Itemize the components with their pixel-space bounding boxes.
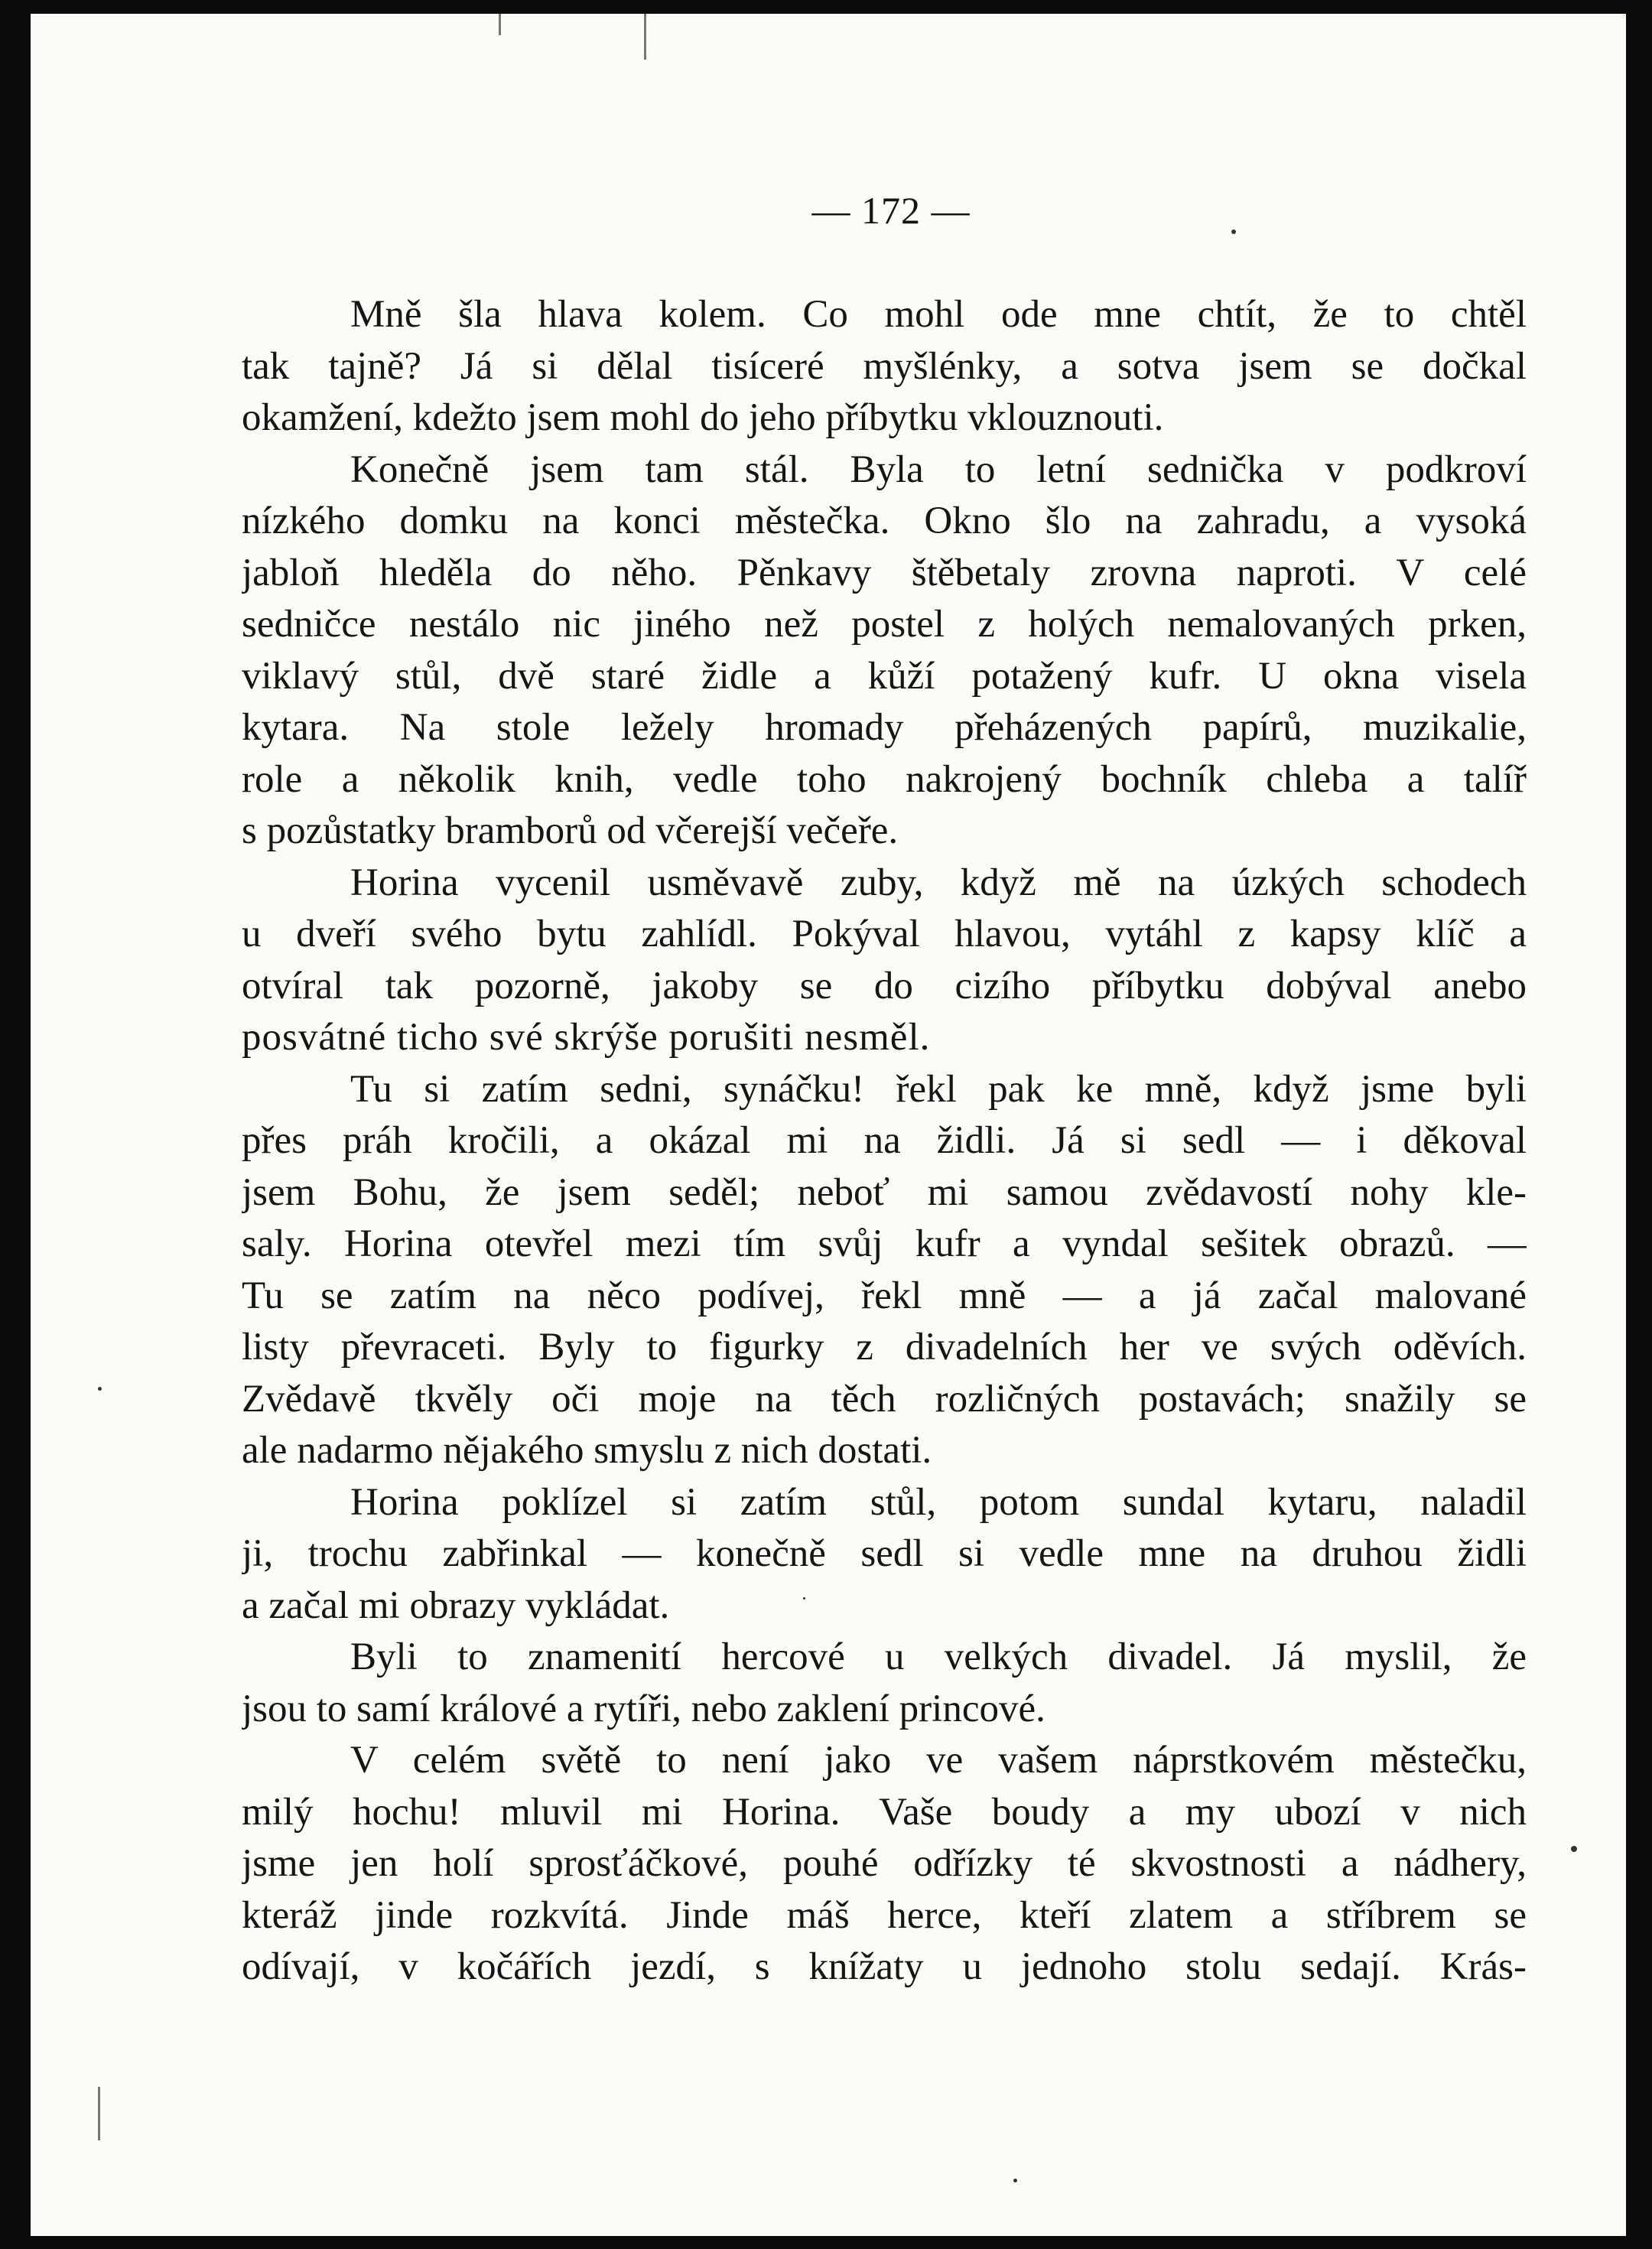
text-line: Horina vycenil usměvavě zuby, když mě na úzkých schodech xyxy=(350,861,1527,904)
text-line: okamžení, kdežto jsem mohl do jeho příbytku vklouznouti. xyxy=(242,396,1164,439)
text-line: a začal mi obrazy vykládat. xyxy=(242,1583,670,1627)
speck xyxy=(1013,2179,1017,2182)
text-line: Mně šla hlava kolem. Co mohl ode mne chtít, že to chtěl xyxy=(350,293,1527,336)
speck xyxy=(803,1597,805,1600)
text-line: posvátné ticho své skrýše porušiti nesměl. xyxy=(242,1016,931,1059)
margin-pencil-mark xyxy=(98,2087,100,2140)
text-line: Tu si zatím sedni, synáčku! řekl pak ke mně, když jsme byli xyxy=(350,1067,1527,1111)
text-line: Zvědavě tkvěly oči moje na těch rozličných postavách; snažily se xyxy=(242,1377,1527,1421)
page-number: — 172 — xyxy=(811,189,971,232)
text-line: jsou to samí králové a rytíři, nebo zaklení princové. xyxy=(242,1687,1046,1730)
text-line: milý hochu! mluvil mi Horina. Vaše boudy a my ubozí v nich xyxy=(242,1790,1527,1834)
top-edge-mark xyxy=(499,14,501,35)
text-line: listy převraceti. Byly to figurky z divadelních her ve svých oděvích. xyxy=(242,1326,1527,1369)
text-line: ji, trochu zabřinkal — konečně sedl si vedle mne na druhou židli xyxy=(242,1532,1527,1575)
text-line: ale nadarmo nějakého smyslu z nich dostati. xyxy=(242,1429,932,1472)
text-line: viklavý stůl, dvě staré židle a kůží potažený kufr. U okna visela xyxy=(242,654,1527,698)
text-line: V celém světě to není jako ve vašem náprstkovém městečku, xyxy=(350,1739,1527,1782)
text-line: Konečně jsem tam stál. Byla to letní sednička v podkroví xyxy=(350,448,1527,491)
text-line: jsem Bohu, že jsem seděl; neboť mi samou zvědavostí nohy kle- xyxy=(242,1170,1527,1214)
text-line: otvíral tak pozorně, jakoby se do cizího příbytku dobýval anebo xyxy=(242,964,1527,1007)
text-line: Byli to znamenití hercové u velkých divadel. Já myslil, že xyxy=(350,1635,1527,1678)
text-line: s pozůstatky bramborů od včerejší večeře. xyxy=(242,809,899,852)
text-line: nízkého domku na konci městečka. Okno šlo na zahradu, a vysoká xyxy=(242,500,1527,542)
text-line: role a několik knih, vedle toho nakrojený bochník chleba a talíř xyxy=(242,757,1527,801)
text-line: odívají, v kočářích jezdí, s knížaty u jednoho stolu sedají. Krás- xyxy=(242,1945,1527,1988)
speck xyxy=(1231,229,1236,234)
text-line: saly. Horina otevřel mezi tím svůj kufr a vyndal sešitek obrazů. — xyxy=(242,1222,1527,1265)
text-line: přes práh kročili, a okázal mi na židli. Já si sedl — i děkoval xyxy=(242,1119,1527,1162)
body-text xyxy=(242,289,1527,1994)
top-edge-mark xyxy=(644,14,646,60)
text-line: Horina poklízel si zatím stůl, potom sundal kytaru, naladil xyxy=(350,1480,1527,1524)
book-page xyxy=(31,14,1626,2236)
speck xyxy=(98,1387,102,1391)
text-line: kytara. Na stole ležely hromady přeházených papírů, muzikalie, xyxy=(242,706,1527,749)
text-line: u dveří svého bytu zahlídl. Pokýval hlavou, vytáhl z kapsy klíč a xyxy=(242,913,1527,955)
text-line: jsme jen holí sprosťáčkové, pouhé odřízky té skvostnosti a nádhery, xyxy=(242,1842,1527,1885)
text-line: sedničce nestálo nic jiného než postel z holých nemalovaných prken, xyxy=(242,603,1527,646)
text-line: kteráž jinde rozkvítá. Jinde máš herce, kteří zlatem a stříbrem se xyxy=(242,1893,1527,1937)
text-line: tak tajně? Já si dělal tisíceré myšlénky, a sotva jsem se dočkal xyxy=(242,344,1527,388)
text-line: Tu se zatím na něco podívej, řekl mně — a já začal malované xyxy=(242,1274,1527,1317)
text-line: jabloň hleděla do něho. Pěnkavy štěbetaly zrovna naproti. V celé xyxy=(242,551,1527,594)
speck xyxy=(1571,1846,1577,1852)
